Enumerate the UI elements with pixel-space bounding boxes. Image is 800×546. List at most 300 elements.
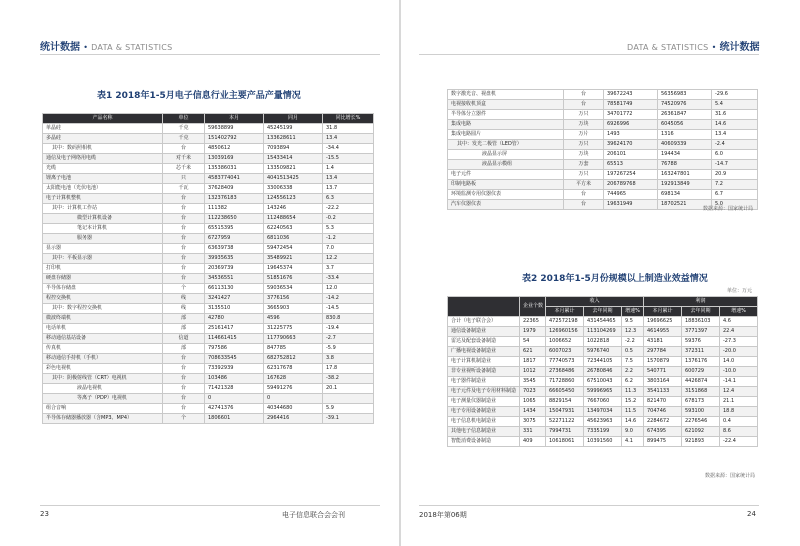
current-value-cell: 59638899 [205,124,264,134]
growth-cell: 13.4 [323,134,374,144]
profit-current-cell: 2284672 [644,417,682,427]
table-row [43,164,374,174]
product-name-cell: 其中：发光二极管（LED管） [448,140,564,150]
product-name-cell: 通信及电子网络用电缆 [43,154,163,164]
product-name-cell: 移动通信手持机（手机） [43,354,163,364]
current-value-cell: 63639738 [205,244,264,254]
unit-cell: 台 [163,274,205,284]
unit-cell: 线 [163,304,205,314]
product-name-cell: 硬盘存储器 [43,274,163,284]
header-section-cn: 统计数据 [40,42,80,53]
income-growth-cell: 11.3 [622,387,644,397]
table-row [43,174,374,184]
unit-cell: 台 [163,354,205,364]
unit-cell: 万套 [564,160,604,170]
table-row [448,130,758,140]
prior-value-cell: 19645374 [264,264,323,274]
table-row [448,337,758,347]
col-header: 本月 [205,114,264,124]
income-prior-cell: 10391560 [584,437,622,447]
table-row [43,284,374,294]
current-value-cell: 6727959 [205,234,264,244]
prior-value-cell: 62317678 [264,364,323,374]
growth-cell: 31.8 [323,124,374,134]
unit-cell: 万块 [564,120,604,130]
growth-cell: 1.4 [323,164,374,174]
growth-cell: 17.8 [323,364,374,374]
income-current-cell: 126960156 [546,327,584,337]
growth-cell: 31.6 [712,110,758,120]
footer-rule [419,505,759,506]
income-growth-cell: 9.5 [622,317,644,327]
table-row [43,124,374,134]
industry-name-cell: 非专业视听设备制造 [448,367,520,377]
profit-prior-cell: 372311 [682,347,720,357]
growth-cell: 5.9 [323,404,374,414]
profit-current-cell: 1570879 [644,357,682,367]
profit-current-cell: 674395 [644,427,682,437]
industry-name-cell: 通信设备制造业 [448,327,520,337]
product-name-cell: 太阳能电池（光伏电池） [43,184,163,194]
income-prior-cell: 59996965 [584,387,622,397]
header-section-en: DATA & STATISTICS [91,43,173,52]
profit-growth-cell: 21.1 [720,397,758,407]
enterprise-count-cell: 331 [520,427,546,437]
product-name-cell: 其中：数字程控交换机 [43,304,163,314]
product-name-cell: 组合音响 [43,404,163,414]
product-name-cell: 打印机 [43,264,163,274]
growth-cell: 5.0 [712,200,758,210]
unit-cell: 个 [163,414,205,424]
enterprise-count-cell: 7023 [520,387,546,397]
current-value-cell: 19631949 [604,200,658,210]
header-rule [419,54,759,55]
col-header: 同月 [264,114,323,124]
profit-growth-cell: -27.3 [720,337,758,347]
prior-value-cell: 698134 [658,190,712,200]
product-name-cell: 电视接收机顶盒 [448,100,564,110]
table-row [43,224,374,234]
table-row [43,364,374,374]
table-row [448,427,758,437]
profit-current-cell: 43181 [644,337,682,347]
income-prior-cell: 431454465 [584,317,622,327]
profit-prior-cell: 593100 [682,407,720,417]
profit-current-cell: 899475 [644,437,682,447]
table-row [448,397,758,407]
growth-cell: 3.8 [323,354,374,364]
prior-value-cell: 62240563 [264,224,323,234]
profit-growth-cell: 0.4 [720,417,758,427]
prior-value-cell: 124556123 [264,194,323,204]
enterprise-count-cell: 54 [520,337,546,347]
growth-cell: 5.3 [323,224,374,234]
current-value-cell: 6926996 [604,120,658,130]
table-row [448,417,758,427]
product-name-cell: 印制电路板 [448,180,564,190]
product-name-cell: 程控交换机 [43,294,163,304]
current-value-cell: 20369739 [205,264,264,274]
prior-value-cell: 74520976 [658,100,712,110]
col-header [448,297,520,317]
growth-cell: -39.1 [323,414,374,424]
table-row [43,414,374,424]
growth-cell: -2.7 [323,334,374,344]
product-name-cell: 显示器 [43,244,163,254]
profit-prior-cell: 1376176 [682,357,720,367]
current-value-cell: 71421328 [205,384,264,394]
table-row [43,344,374,354]
col-header: 收入 [546,297,644,307]
prior-value-cell: 76788 [658,160,712,170]
growth-cell: -14.2 [323,294,374,304]
income-prior-cell: 67510043 [584,377,622,387]
table-row [448,407,758,417]
header-dot: • [83,43,88,52]
prior-value-cell: 40609339 [658,140,712,150]
prior-value-cell: 3665903 [264,304,323,314]
profit-growth-cell: -20.0 [720,347,758,357]
product-name-cell: 电子计算机整机 [43,194,163,204]
table2 [447,296,758,447]
prior-value-cell: 4041513425 [264,174,323,184]
growth-cell: 20.1 [323,384,374,394]
current-value-cell: 65513 [604,160,658,170]
col-header: 企业个数 [520,297,546,317]
table-row [43,394,374,404]
profit-prior-cell: 621092 [682,427,720,437]
right-page [401,0,800,546]
table-row [448,387,758,397]
growth-cell: 830.8 [323,314,374,324]
growth-cell: -0.2 [323,214,374,224]
profit-prior-cell: 3771397 [682,327,720,337]
unit-cell: 台 [564,100,604,110]
prior-value-cell: 133509821 [264,164,323,174]
growth-cell: 13.7 [323,184,374,194]
product-name-cell: 半导体存储器播放器（含MP3、MP4） [43,414,163,424]
industry-name-cell: 其他电子信息制造业 [448,427,520,437]
prior-value-cell: 163247801 [658,170,712,180]
table-row [43,384,374,394]
current-value-cell: 4583774041 [205,174,264,184]
product-name-cell: 半导体存储盘 [43,284,163,294]
prior-value-cell: 59491276 [264,384,323,394]
prior-value-cell: 51851676 [264,274,323,284]
product-name-cell: 移动通信基站设备 [43,334,163,344]
prior-value-cell: 3776156 [264,294,323,304]
current-value-cell: 708633545 [205,354,264,364]
col-subheader: 本月累计 [546,307,584,317]
table-row [448,100,758,110]
unit-cell: 部 [163,314,205,324]
profit-current-cell: 19696625 [644,317,682,327]
current-value-cell: 797586 [205,344,264,354]
growth-cell: -1.2 [323,234,374,244]
product-name-cell: 液晶显示模组 [448,160,564,170]
unit-cell: 万片 [564,130,604,140]
table-row [448,170,758,180]
income-prior-cell: 26780846 [584,367,622,377]
profit-growth-cell: -14.1 [720,377,758,387]
growth-cell: -33.4 [323,274,374,284]
prior-value-cell: 56356983 [658,90,712,100]
table1-header-row [43,114,374,124]
profit-growth-cell: 18.8 [720,407,758,417]
profit-growth-cell: -10.0 [720,367,758,377]
table-row [43,304,374,314]
current-value-cell: 37628409 [205,184,264,194]
profit-growth-cell: 22.4 [720,327,758,337]
profit-prior-cell: 678173 [682,397,720,407]
income-growth-cell: 2.2 [622,367,644,377]
current-value-cell: 103486 [205,374,264,384]
unit-cell: 万只 [564,110,604,120]
product-name-cell: 服务器 [43,234,163,244]
product-name-cell: 液晶显示屏 [448,150,564,160]
table-row [448,160,758,170]
industry-name-cell: 智能消费设备制造 [448,437,520,447]
profit-current-cell: 3803164 [644,377,682,387]
page-number: 23 [40,510,49,518]
prior-value-cell: 0 [264,394,323,404]
left-header [40,38,173,53]
unit-cell: 信道 [163,334,205,344]
prior-value-cell: 6811036 [264,234,323,244]
income-current-cell: 77740573 [546,357,584,367]
prior-value-cell: 847785 [264,344,323,354]
profit-prior-cell: 59376 [682,337,720,347]
product-name-cell: 光缆 [43,164,163,174]
growth-cell: 20.9 [712,170,758,180]
income-current-cell: 472572198 [546,317,584,327]
col-subheader: 去年同期 [584,307,622,317]
growth-cell: 6.0 [712,150,758,160]
industry-name-cell: 电子器件制造业 [448,377,520,387]
income-prior-cell: 113104269 [584,327,622,337]
unit-cell: 台 [163,394,205,404]
prior-value-cell: 26361847 [658,110,712,120]
profit-current-cell: 540771 [644,367,682,377]
table-row [43,204,374,214]
prior-value-cell: 59472454 [264,244,323,254]
income-current-cell: 1006652 [546,337,584,347]
product-name-cell: 锂离子电池 [43,174,163,184]
industry-name-cell: 合计（电子联合会） [448,317,520,327]
current-value-cell: 744965 [604,190,658,200]
current-value-cell: 39672243 [604,90,658,100]
income-prior-cell: 1022818 [584,337,622,347]
unit-cell: 个 [163,284,205,294]
unit-cell: 台 [163,204,205,214]
prior-value-cell: 117790663 [264,334,323,344]
unit-cell: 台 [163,404,205,414]
prior-value-cell: 682752812 [264,354,323,364]
unit-cell: 台 [564,200,604,210]
right-header [627,38,760,53]
prior-value-cell: 7093894 [264,144,323,154]
income-current-cell: 8829154 [546,397,584,407]
current-value-cell: 39935635 [205,254,264,264]
unit-cell: 台 [163,244,205,254]
header-rule [40,54,380,55]
enterprise-count-cell: 621 [520,347,546,357]
left-page [0,0,399,546]
prior-value-cell: 2964416 [264,414,323,424]
table2-header-row [448,297,758,307]
unit-cell: 台 [163,374,205,384]
income-prior-cell: 7667060 [584,397,622,407]
profit-growth-cell: 4.6 [720,317,758,327]
growth-cell: 13.4 [712,130,758,140]
income-growth-cell: -2.2 [622,337,644,347]
table1 [42,113,374,424]
table-row [43,214,374,224]
growth-cell: 12.0 [323,284,374,294]
journal-name: 电子信息联合会会刊 [282,511,345,519]
table-row [448,367,758,377]
income-prior-cell: 5976740 [584,347,622,357]
table-row [43,244,374,254]
growth-cell: 13.4 [323,174,374,184]
unit-cell: 万只 [564,140,604,150]
unit-cell: 台 [163,214,205,224]
enterprise-count-cell: 1065 [520,397,546,407]
product-name-cell: 环境监测专用仪器仪表 [448,190,564,200]
current-value-cell: 1806601 [205,414,264,424]
table2-source: 数据来源：国家统计局 [705,473,756,479]
growth-cell: -22.2 [323,204,374,214]
product-name-cell: 数字激光音、视盘机 [448,90,564,100]
income-prior-cell: 7335199 [584,427,622,437]
industry-name-cell: 电子专用设备制造业 [448,407,520,417]
table1-title: 表1 2018年1-5月电子信息行业主要产品产量情况 [97,91,301,101]
table2-title: 表2 2018年1-5月份规模以上制造业效益情况 [522,274,708,284]
growth-cell: -14.7 [712,160,758,170]
table-row [448,90,758,100]
table1-source: 数据来源：国家统计局 [703,206,754,212]
unit-cell: 千瓦 [163,184,205,194]
income-growth-cell: 0.5 [622,347,644,357]
table-row [448,437,758,447]
product-name-cell: 单晶硅 [43,124,163,134]
header-dot: • [711,43,717,52]
income-growth-cell: 4.1 [622,437,644,447]
income-growth-cell: 9.0 [622,427,644,437]
table-row [448,327,758,337]
col-header: 同比增长% [323,114,374,124]
income-prior-cell: 45623963 [584,417,622,427]
current-value-cell: 66113130 [205,284,264,294]
product-name-cell: 集成电路 [448,120,564,130]
unit-cell: 部 [163,324,205,334]
enterprise-count-cell: 3545 [520,377,546,387]
table-row [448,190,758,200]
unit-cell: 台 [163,224,205,234]
col-subheader: 增速% [622,307,644,317]
product-name-cell: 其中：平板显示器 [43,254,163,264]
growth-cell: -19.4 [323,324,374,334]
industry-name-cell: 电子信息机电制造业 [448,417,520,427]
profit-current-cell: 297784 [644,347,682,357]
prior-value-cell: 33006338 [264,184,323,194]
current-value-cell: 112238650 [205,214,264,224]
growth-cell: 5.4 [712,100,758,110]
current-value-cell: 34701772 [604,110,658,120]
enterprise-count-cell: 22365 [520,317,546,327]
current-value-cell: 78581749 [604,100,658,110]
industry-name-cell: 电子计算机制造业 [448,357,520,367]
growth-cell: 12.2 [323,254,374,264]
prior-value-cell: 133628611 [264,134,323,144]
table-row [43,234,374,244]
current-value-cell: 114661415 [205,334,264,344]
current-value-cell: 0 [205,394,264,404]
unit-cell: 线 [163,294,205,304]
profit-prior-cell: 600729 [682,367,720,377]
growth-cell: 6.3 [323,194,374,204]
prior-value-cell: 59036534 [264,284,323,294]
enterprise-count-cell: 1817 [520,357,546,367]
table-row [43,324,374,334]
table-row [43,404,374,414]
profit-prior-cell: 3151868 [682,387,720,397]
product-name-cell: 其中：数码照相机 [43,144,163,154]
profit-current-cell: 4614955 [644,327,682,337]
income-growth-cell: 14.6 [622,417,644,427]
table-row [43,294,374,304]
unit-cell: 万块 [564,150,604,160]
enterprise-count-cell: 409 [520,437,546,447]
current-value-cell: 73392939 [205,364,264,374]
table-row [43,354,374,364]
unit-cell: 台 [163,364,205,374]
product-name-cell: 其中：计算机工作站 [43,204,163,214]
current-value-cell: 42741376 [205,404,264,414]
unit-cell: 台 [163,264,205,274]
table-row [448,140,758,150]
table-row [448,120,758,130]
table-row [448,377,758,387]
header-section-cn: 统计数据 [719,42,760,53]
table-row [448,347,758,357]
enterprise-count-cell: 1979 [520,327,546,337]
prior-value-cell: 15433414 [264,154,323,164]
header-section-en: DATA & STATISTICS [627,43,709,52]
product-name-cell: 液晶电视机 [43,384,163,394]
profit-growth-cell: 12.4 [720,387,758,397]
table-row [43,264,374,274]
table-row [43,254,374,264]
income-current-cell: 66605450 [546,387,584,397]
col-header: 利润 [644,297,758,307]
current-value-cell: 34536551 [205,274,264,284]
unit-cell: 千克 [163,124,205,134]
table-row [43,334,374,344]
income-growth-cell: 6.2 [622,377,644,387]
profit-growth-cell: 8.6 [720,427,758,437]
growth-cell: 14.6 [712,120,758,130]
prior-value-cell: 1316 [658,130,712,140]
industry-name-cell: 电子元件及电子专用材料制造 [448,387,520,397]
profit-prior-cell: 18836103 [682,317,720,327]
unit-cell: 只 [163,174,205,184]
table-row [43,274,374,284]
prior-value-cell: 4596 [264,314,323,324]
col-subheader: 增速% [720,307,758,317]
industry-name-cell: 雷达及配套设备制造 [448,337,520,347]
col-header: 产品名称 [43,114,163,124]
